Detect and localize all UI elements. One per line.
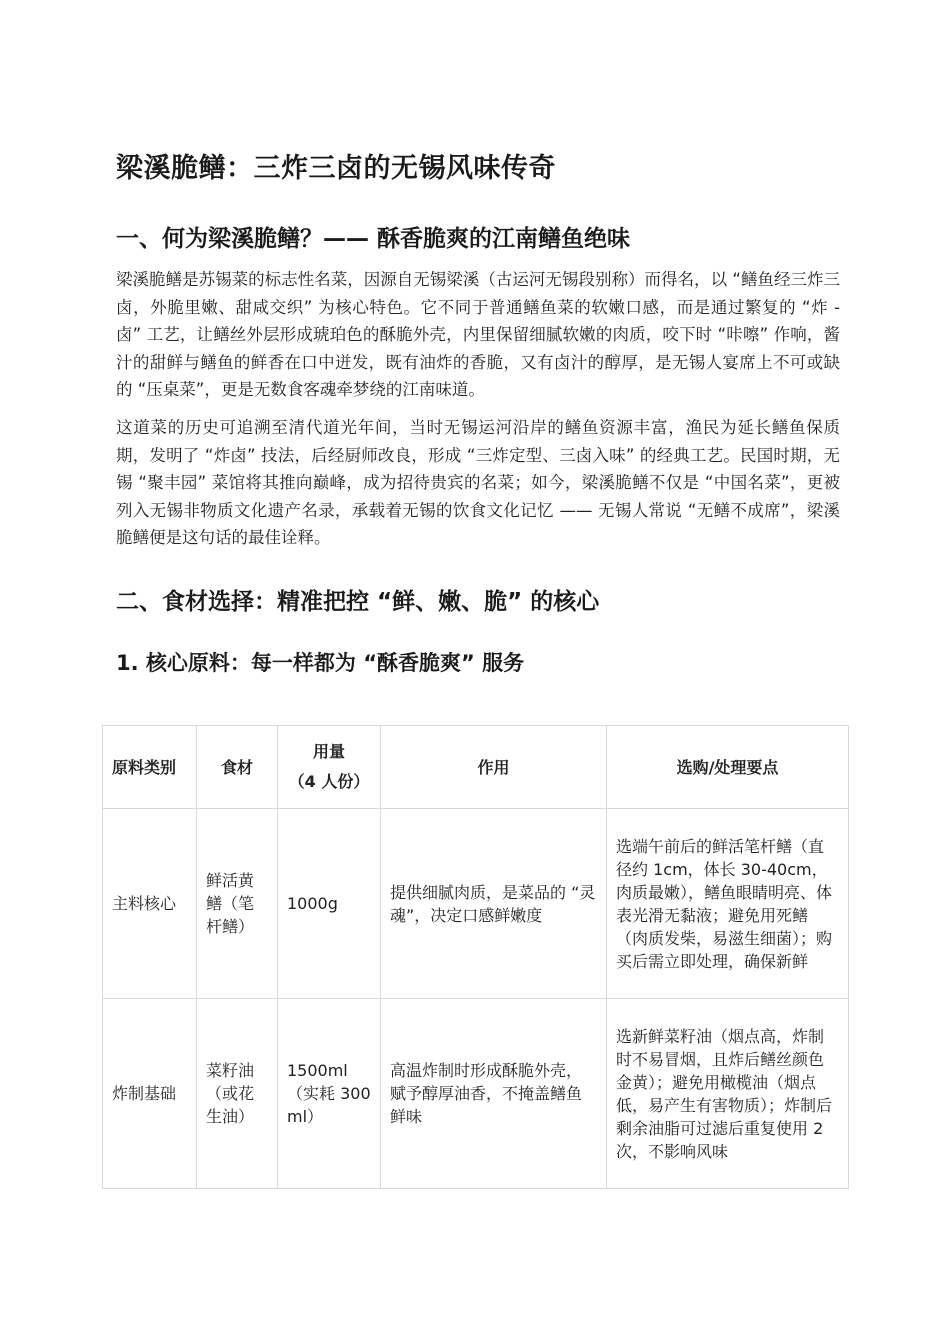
ingredients-table-wrapper	[102, 725, 848, 1189]
cell-amount: 1500ml（实耗 300ml）	[278, 999, 381, 1189]
header-amount-line-1: 用量	[312, 742, 345, 761]
cell-ingredient: 菜籽油（或花生油）	[197, 999, 278, 1189]
cell-category: 主料核心	[103, 809, 197, 999]
cell-tips: 选新鲜菜籽油（烟点高，炸制时不易冒烟，且炸后鳝丝颜色金黄）；避免用橄榄油（烟点低，易产生有害物质）；炸制后剩余油脂可过滤后重复使用 2 次，不影响风味	[607, 999, 849, 1189]
cell-tips: 选端午前后的鲜活笔杆鳝（直径约 1cm，体长 30-40cm，肉质最嫩），鳝鱼眼睛明亮、体表光滑无黏液；避免用死鳝（肉质发柴，易滋生细菌）；购买后需立即处理，确保新鲜	[607, 809, 849, 999]
table-row	[103, 809, 849, 999]
ingredients-table	[102, 725, 849, 1189]
section-2-heading: 二、食材选择：精准把控 “鲜、嫩、脆” 的核心	[116, 589, 600, 615]
section-1-paragraph-2: 这道菜的历史可追溯至清代道光年间，当时无锡运河沿岸的鳝鱼资源丰富，渔民为延长鳝鱼保质期，发明了 “炸卤” 技法，后经厨师改良，形成 “三炸定型、三卤入味” 的经典工艺。民国时期，无锡 “聚丰园” 菜馆将其推向巅峰，成为招待贵宾的名菜；如今，梁溪脆鳝不仅是 “中国名菜”，更被列入无锡非物质文化遗产名录，承载着无锡的饮食文化记忆 —— 无锡人常说 “无鳝不成席”，梁溪脆鳝便是这句话的最佳诠释。	[116, 418, 840, 548]
cell-category: 炸制基础	[103, 999, 197, 1189]
header-tips: 选购/处理要点	[607, 726, 849, 809]
header-category: 原料类别	[103, 726, 197, 809]
header-amount-line-2: （4 人份）	[288, 772, 370, 791]
subsection-1-heading: 1. 核心原料：每一样都为 “酥香脆爽” 服务	[116, 651, 525, 675]
table-row	[103, 999, 849, 1189]
section-1-paragraph-1: 梁溪脆鳝是苏锡菜的标志性名菜，因源自无锡梁溪（古运河无锡段别称）而得名，以 “鳝鱼经三炸三卤，外脆里嫩、甜咸交织” 为核心特色。它不同于普通鳝鱼菜的软嫩口感，而是通过繁复的 “炸 - 卤” 工艺，让鳝丝外层形成琥珀色的酥脆外壳，内里保留细腻软嫩的肉质，咬下时 “咔嚓” 作响，酱汁的甜鲜与鳝鱼的鲜香在口中迸发，既有油炸的香脆，又有卤汁的醇厚，是无锡人宴席上不可或缺的 “压桌菜”，更是无数食客魂牵梦绕的江南味道。	[116, 270, 840, 400]
table-header-row	[103, 726, 849, 809]
cell-role: 高温炸制时形成酥脆外壳，赋予醇厚油香，不掩盖鳝鱼鲜味	[381, 999, 607, 1189]
cell-role: 提供细腻肉质，是菜品的 “灵魂”，决定口感鲜嫩度	[381, 809, 607, 999]
cell-ingredient: 鲜活黄鳝（笔杆鳝）	[197, 809, 278, 999]
header-amount	[278, 726, 381, 809]
cell-amount: 1000g	[278, 809, 381, 999]
section-1-heading: 一、何为梁溪脆鳝？—— 酥香脆爽的江南鳝鱼绝味	[116, 226, 631, 252]
header-ingredient: 食材	[197, 726, 278, 809]
document-title: 梁溪脆鳝：三炸三卤的无锡风味传奇	[116, 153, 556, 184]
header-role: 作用	[381, 726, 607, 809]
